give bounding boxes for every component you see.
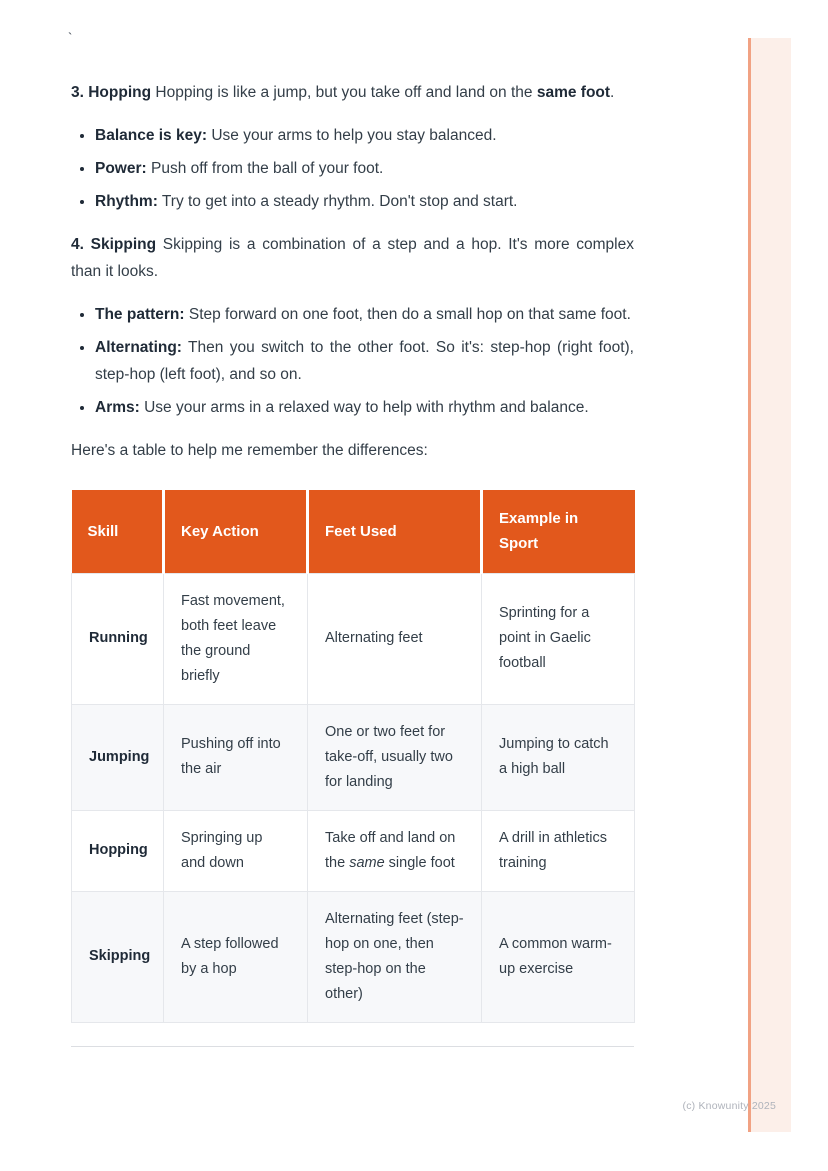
list-item — [95, 188, 634, 215]
table-row-hopping — [72, 810, 635, 891]
cell-skill: Skipping — [72, 891, 164, 1022]
cell-key-action: Pushing off into the air — [164, 704, 308, 810]
table-row-running — [72, 573, 635, 704]
list-item — [95, 394, 634, 421]
list-item — [95, 301, 634, 328]
bullet-text: Use your arms to help you stay balanced. — [207, 127, 497, 144]
paragraph-hopping — [71, 79, 634, 106]
feet-used-pre: Take off and land on the — [325, 829, 456, 871]
table-intro: Here's a table to help me remember the differences: — [71, 442, 428, 459]
skills-comparison-table — [71, 490, 635, 1023]
list-item — [95, 334, 634, 388]
cell-key-action: Fast movement, both feet leave the ground briefly — [164, 573, 308, 704]
cell-feet-used — [308, 810, 482, 891]
hopping-body-text: Hopping is like a jump, but you take off and land on the — [151, 84, 537, 101]
table-header-row — [72, 490, 635, 573]
cell-key-action: Springing up and down — [164, 810, 308, 891]
table-row-skipping — [72, 891, 635, 1022]
cell-example: A common warm-up exercise — [482, 891, 635, 1022]
cell-skill: Running — [72, 573, 164, 704]
skipping-body-text: Skipping is a combination of a step and a hop. It's more complex than it looks. — [71, 236, 634, 280]
bullet-text: Use your arms in a relaxed way to help with rhythm and balance. — [139, 399, 589, 416]
hopping-bold-phrase: same foot — [536, 84, 611, 101]
page-content — [71, 0, 634, 1047]
skipping-bullet-list — [71, 301, 634, 421]
bullet-text: Then you switch to the other foot. So it's: step-hop (right foot), step-hop (left foot), and so on. — [95, 339, 634, 383]
table-row-jumping — [72, 704, 635, 810]
cell-skill: Hopping — [72, 810, 164, 891]
bullet-label: Alternating: — [95, 339, 182, 356]
bullet-text: Step forward on one foot, then do a small hop on that same foot. — [184, 306, 631, 323]
cell-example: Sprinting for a point in Gaelic football — [482, 573, 635, 704]
hopping-heading: 3. Hopping — [71, 84, 152, 101]
cell-feet-used: Alternating feet — [308, 573, 482, 704]
stray-backtick: ` — [68, 30, 73, 45]
skipping-heading: 4. Skipping — [71, 236, 157, 253]
feet-used-italic: same — [349, 854, 385, 871]
hopping-body-end: . — [610, 84, 615, 101]
hopping-bullet-list — [71, 122, 634, 215]
cell-example: Jumping to catch a high ball — [482, 704, 635, 810]
cell-feet-used: One or two feet for take-off, usually two for landing — [308, 704, 482, 810]
list-item — [95, 122, 634, 149]
bullet-text: Push off from the ball of your foot. — [146, 160, 384, 177]
bullet-label: Power: — [95, 160, 147, 177]
cell-skill: Jumping — [72, 704, 164, 810]
bullet-text: Try to get into a steady rhythm. Don't stop and start. — [157, 193, 518, 210]
cell-key-action: A step followed by a hop — [164, 891, 308, 1022]
bullet-label: Balance is key: — [95, 127, 208, 144]
bullet-label: The pattern: — [95, 306, 185, 323]
bullet-label: Rhythm: — [95, 193, 158, 210]
right-margin-stripe — [748, 38, 791, 1132]
cell-feet-used: Alternating feet (step-hop on one, then step-hop on the other) — [308, 891, 482, 1022]
paragraph-skipping — [71, 231, 634, 285]
bullet-label: Arms: — [95, 399, 140, 416]
column-header-key-action: Key Action — [164, 490, 308, 573]
copyright-note: (c) Knowunity 2025 — [682, 1100, 776, 1112]
column-header-feet-used: Feet Used — [308, 490, 482, 573]
list-item — [95, 155, 634, 182]
cell-example: A drill in athletics training — [482, 810, 635, 891]
section-divider — [71, 1046, 634, 1047]
column-header-example: Example in Sport — [482, 490, 635, 573]
feet-used-post: single foot — [384, 854, 455, 871]
column-header-skill: Skill — [72, 490, 164, 573]
